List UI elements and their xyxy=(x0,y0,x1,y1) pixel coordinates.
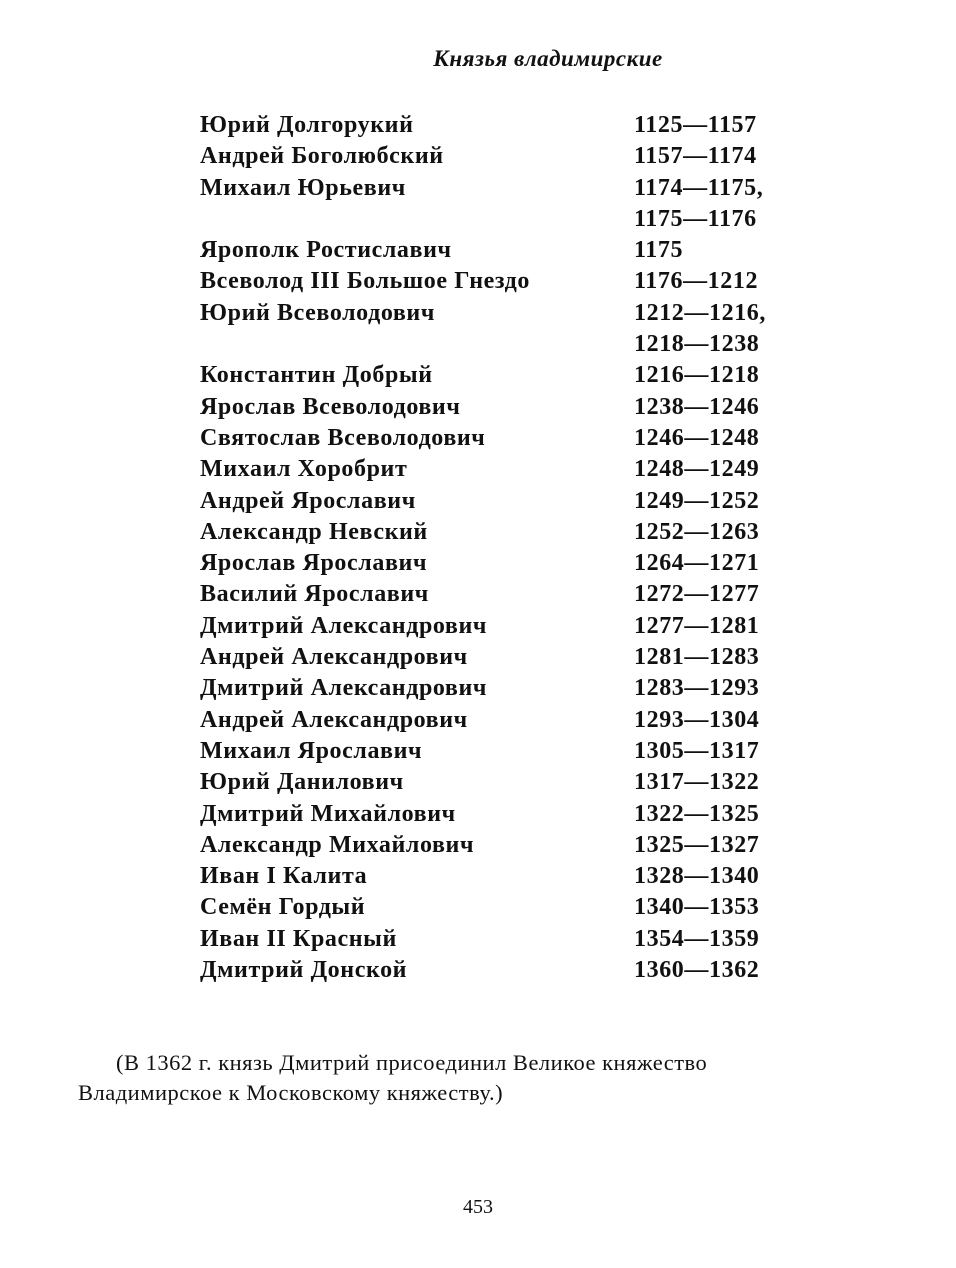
ruler-years: 1277—1281 xyxy=(634,612,760,639)
ruler-years: 1325—1327 xyxy=(634,831,760,858)
ruler-years: 1246—1248 xyxy=(634,424,760,451)
ruler-years: 1252—1263 xyxy=(634,518,760,545)
ruler-years: 1264—1271 xyxy=(634,550,760,577)
ruler-name: Всеволод III Большое Гнездо xyxy=(200,268,531,295)
ruler-name: Андрей Александрович xyxy=(200,706,468,733)
ruler-name: Ярослав Всеволодович xyxy=(200,393,461,420)
ruler-row xyxy=(200,204,840,235)
ruler-years: 1249—1252 xyxy=(634,487,760,514)
ruler-row xyxy=(200,110,840,141)
ruler-name: Ярослав Ярославич xyxy=(200,550,428,577)
ruler-name: Дмитрий Донской xyxy=(200,957,408,984)
ruler-row xyxy=(200,423,840,454)
ruler-name: Андрей Александрович xyxy=(200,644,468,671)
ruler-years: 1305—1317 xyxy=(634,737,760,764)
ruler-row xyxy=(200,329,840,360)
ruler-name: Михаил Хоробрит xyxy=(200,456,408,483)
ruler-name: Ярополк Ростиславич xyxy=(200,237,452,264)
ruler-row xyxy=(200,705,840,736)
rulers-list xyxy=(200,110,840,986)
ruler-years: 1174—1175, xyxy=(634,174,764,201)
ruler-row xyxy=(200,548,840,579)
footnote-line-1: (В 1362 г. князь Дмитрий присоединил Великое княжество xyxy=(116,1050,708,1075)
ruler-name: Дмитрий Александрович xyxy=(200,612,488,639)
ruler-row xyxy=(200,235,840,266)
ruler-row xyxy=(200,454,840,485)
ruler-name: Юрий Долгорукий xyxy=(200,112,414,138)
ruler-years: 1354—1359 xyxy=(634,925,760,952)
ruler-years: 1125—1157 xyxy=(634,112,757,138)
ruler-row xyxy=(200,517,840,548)
ruler-row xyxy=(200,673,840,704)
ruler-row xyxy=(200,298,840,329)
ruler-row xyxy=(200,736,840,767)
ruler-name: Юрий Данилович xyxy=(200,769,404,796)
ruler-row xyxy=(200,266,840,297)
ruler-years: 1212—1216, xyxy=(634,299,766,326)
ruler-years: 1176—1212 xyxy=(634,268,759,295)
ruler-name: Иван II Красный xyxy=(200,925,397,952)
ruler-row xyxy=(200,173,840,204)
ruler-name: Андрей Ярославич xyxy=(200,487,416,514)
ruler-name: Святослав Всеволодович xyxy=(200,424,486,451)
ruler-name: Андрей Боголюбский xyxy=(200,143,444,170)
ruler-years: 1360—1362 xyxy=(634,957,760,984)
ruler-years: 1293—1304 xyxy=(634,706,760,733)
page-title: Князья владимирские xyxy=(433,46,663,71)
ruler-row xyxy=(200,861,840,892)
ruler-years: 1175—1176 xyxy=(634,205,757,232)
ruler-name: Михаил Юрьевич xyxy=(200,174,406,201)
ruler-name: Константин Добрый xyxy=(200,362,433,389)
ruler-name: Василий Ярославич xyxy=(200,581,429,608)
page-number: 453 xyxy=(463,1196,493,1218)
ruler-years: 1283—1293 xyxy=(634,675,760,702)
footnote xyxy=(78,1048,918,1108)
ruler-row xyxy=(200,924,840,955)
footnote-line-2: Владимирское к Московскому княжеству.) xyxy=(78,1080,504,1105)
ruler-row xyxy=(200,486,840,517)
ruler-row xyxy=(200,767,840,798)
ruler-years: 1216—1218 xyxy=(634,362,760,389)
ruler-row xyxy=(200,830,840,861)
ruler-row xyxy=(200,642,840,673)
ruler-name xyxy=(200,329,634,360)
ruler-row xyxy=(200,141,840,172)
ruler-name: Дмитрий Александрович xyxy=(200,675,488,702)
ruler-name: Михаил Ярославич xyxy=(200,737,423,764)
ruler-row xyxy=(200,579,840,610)
ruler-years: 1175 xyxy=(634,237,684,264)
ruler-name: Александр Михайлович xyxy=(200,831,475,858)
ruler-years: 1272—1277 xyxy=(634,581,760,608)
ruler-name: Иван I Калита xyxy=(200,863,368,890)
ruler-row xyxy=(200,799,840,830)
ruler-years: 1340—1353 xyxy=(634,894,760,921)
ruler-years: 1238—1246 xyxy=(634,393,760,420)
ruler-row xyxy=(200,892,840,923)
ruler-years: 1328—1340 xyxy=(634,863,760,890)
ruler-name: Семён Гордый xyxy=(200,894,366,921)
ruler-row xyxy=(200,360,840,391)
ruler-years: 1317—1322 xyxy=(634,769,760,796)
ruler-name: Дмитрий Михайлович xyxy=(200,800,456,827)
ruler-years: 1157—1174 xyxy=(634,143,757,170)
ruler-name: Юрий Всеволодович xyxy=(200,299,435,326)
ruler-name: Александр Невский xyxy=(200,518,428,545)
ruler-name xyxy=(200,204,634,235)
ruler-years: 1248—1249 xyxy=(634,456,760,483)
ruler-years: 1322—1325 xyxy=(634,800,760,827)
ruler-row xyxy=(200,392,840,423)
ruler-years: 1218—1238 xyxy=(634,331,760,358)
ruler-years: 1281—1283 xyxy=(634,644,760,671)
ruler-row xyxy=(200,611,840,642)
ruler-row xyxy=(200,955,840,986)
